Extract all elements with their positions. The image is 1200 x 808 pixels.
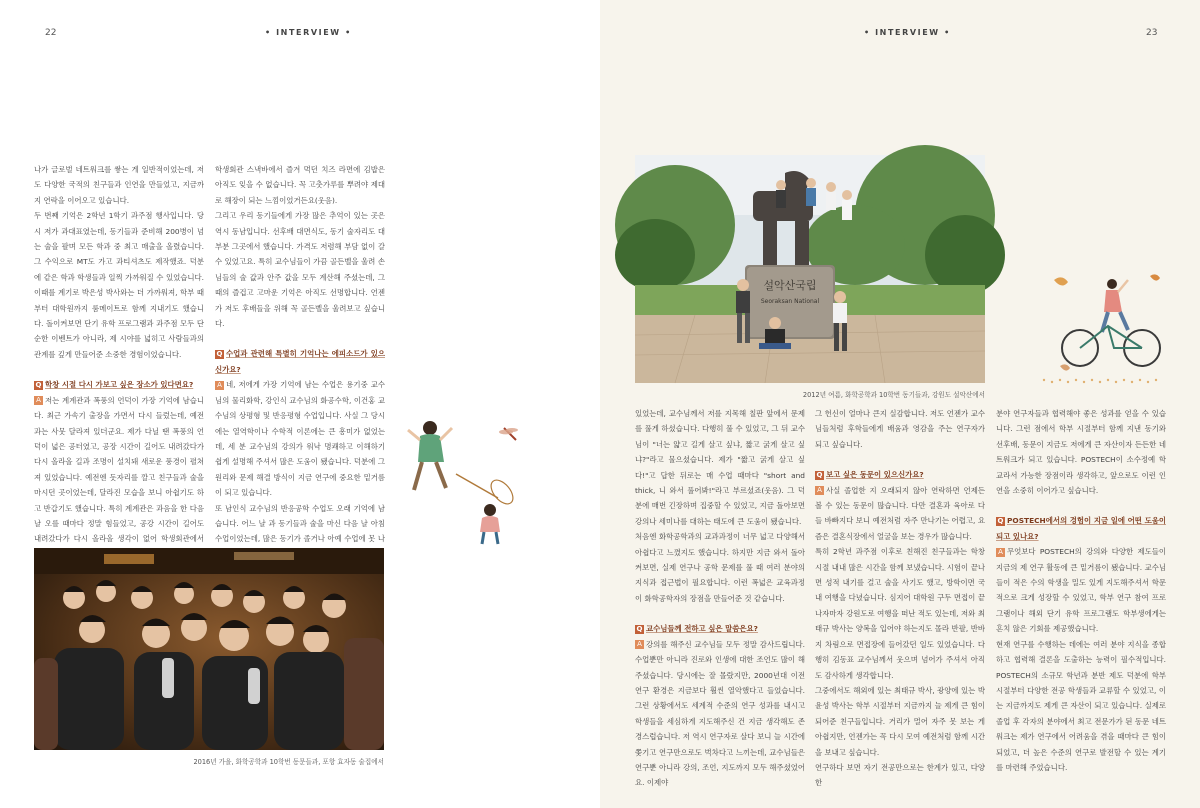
- right-page: [600, 0, 1200, 808]
- dragonfly-icon: [499, 428, 518, 440]
- mountain-photo: [635, 155, 985, 383]
- paragraph: 특히 2학년 과주점 이후로 친해진 친구들과는 학창 시절 내내 많은 시간을 함께 보냈습니다. 시험이 끝나면 성적 내기를 걸고 술을 사기도 했고, 방학이면 국내 여행을 다녔습니다. 심지어 대학원 구두 면접이 끝나자마자 강원도로 여행을 떠난 적도 있는데, 저와 최태규 박사는 양복을 입어야 하는지도 몰라 반팔, 반바지 차림으로 면접장에 들어갔던 일도 있었습니다. 다행히 김동표 교수님께서 웃으며 넘어가 주셔서 아직도 감사하게 생각합니다.: [815, 547, 985, 680]
- running-head: • INTERVIEW •: [864, 28, 951, 37]
- photo-caption: 2012년 여름, 화학공학과 10학번 동기들과, 강원도 설악산에서: [802, 391, 985, 399]
- answer-paragraph: A 사실 졸업한 지 오래되지 않아 연락하면 언제든 볼 수 있는 동문이 많습니다. 다만 결혼과 육아로 다들 바빠지다 보니 예전처럼 자주 만나기는 어렵고, 요즘은 결혼식장에서 얼굴을 보는 경우가 많습니다.: [815, 485, 985, 541]
- paragraph: 학생회관 스낵바에서 즐겨 먹던 치즈 라면에 김밥은 아직도 잊을 수 없습니다. 꼭 고춧가루를 뿌려야 제대로 해장이 되는 느낌이었거든요(웃음).: [215, 165, 385, 205]
- paragraph: 그중에서도 해외에 있는 최태규 박사, 광양에 있는 박윤성 박사는 학부 시절부터 지금까지 늘 제게 큰 힘이 되어준 친구들입니다. 거리가 멀어 자주 못 보는 게 아쉽지만, 언젠가는 꼭 다시 모여 예전처럼 함께 시간을 보내고 싶습니다.: [815, 685, 985, 757]
- paragraph: 연구하다 보면 자기 전공만으로는 한계가 있고, 다양한: [815, 762, 985, 788]
- paragraph: 또 남인식 교수님의 반응공학 수업도 오래 기억에 남습니다. 어느 날 과 동기들과 술을 마신 다음 날 아침 수업이었는데, 많은 동기가 졸거나 아예 수업에 못 나: [215, 503, 385, 544]
- right-column-1: [635, 406, 805, 788]
- bicycle-rider-illustration: [1040, 270, 1170, 390]
- page-number: 23: [1146, 28, 1158, 38]
- q-marker-icon: Q: [35, 380, 42, 389]
- group-photo-image: [34, 548, 384, 750]
- bug-catcher-illustration: [404, 414, 534, 548]
- falling-leaf-icon: [1054, 274, 1160, 370]
- paragraph: 나가 글로벌 네트워크를 쌓는 게 일반적이었는데, 저도 다양한 국적의 친구들과 인연을 만들었고, 지금까지 연락을 이어오고 있습니다.: [34, 165, 204, 205]
- answer-paragraph: A 네, 저에게 가장 기억에 남는 수업은 용기중 교수님의 물리화학, 강인식 교수님의 화공수학, 이건홍 교수님의 상평형 및 반응평형 수업입니다. 사실 그 당시에는 열역학이나 수학적 이론에는 큰 흥미가 없었는데, 세 분 교수님의 강의가 워낙 명쾌하고 이해하기 쉽게 설명해 주셔서 많은 도움이 됐습니다. 덕분에 그 원리와 문제 해결 방식이 지금 연구에 중요한 밑거름이 되고 있습니다.: [215, 380, 385, 498]
- paragraph: 그리고 우리 동기들에게 가장 많은 추억이 있는 곳은 역시 동남입니다. 선후배 대면식도, 동기 술자리도 대부분 그곳에서 했습니다. 가격도 저렴해 부담 없이 갈 수 있었고요. 특히 교수님들이 가끔 골든벨을 울려 손님들의 술 값과 안주 값을 모두 계산해 주셨는데, 그때의 즐겁고 고마운 기억은 아직도 선명합니다. 언젠가 저도 후배들을 위해 꼭 골든벨을 울려보고 싶습니다.: [215, 211, 385, 329]
- question-heading: Q 교수님들께 전하고 싶은 말씀은요?: [636, 624, 758, 634]
- question-heading: Q 학창 시절 다시 가보고 싶은 장소가 있다면요?: [35, 380, 194, 390]
- q-marker-icon: Q: [216, 349, 223, 358]
- question-heading: Q 수업과 관련해 특별히 기억나는 에피소드가 있으신가요?: [215, 349, 385, 374]
- answer-paragraph: A 무엇보다 POSTECH의 강의와 다양한 제도들이 지금의 제 연구 활동에 큰 밑거름이 됐습니다. 교수님들이 적은 수의 학생을 밀도 있게 지도해주셔서 학문적으로 크게 성장할 수 있었고, 학부 연구 참여 프로그램이나 해외 단기 유학 프로그램도 학부생에게는 흔치 않은 기회를 제공했습니다.: [996, 547, 1166, 634]
- answer-paragraph: A 저는 계계관과 폭풍의 언덕이 가장 기억에 남습니다. 최근 가속기 출장을 가면서 다시 들렀는데, 예전과는 사뭇 달라져 있더군요. 제가 다닐 땐 폭풍의 언덕이 넓은 공터였고, 공장 시간이 길어도 내려갔다가 다시 올라올 길과 조명이 설치돼 새로운 풍경이 펼쳐져 있었습니다. 예전엔 돗자리를 깔고 친구들과 술을 마시던 곳이었는데, 달라진 모습을 보니 아쉽기도 하고 반갑기도 했습니다. 특히 계계관은 과음을 한 다음 날 오를 때마다 정말 힘들었고, 공강 시간이 길어도 내려갔다가 다시 올라올 생각이 없어 학생회관에서: [34, 395, 204, 544]
- a-marker-icon: A: [996, 548, 1005, 557]
- paragraph: 있었는데, 교수님께서 저를 지목해 칠판 앞에서 문제를 풀게 하셨습니다. 다행히 풀 수 있었고, 그 뒤 교수님이 "너는 얇고 길게 살고 싶냐, 짧고 굵게 살고 싶냐?"라고 물으셨습니다. 제가 "짧고 굵게 살고 싶다!"고 답한 뒤로는 매 수업 때마다 "short and thick, 니 와서 풀어봐!"라고 부르셨죠(웃음). 그 덕분에 매번 긴장하며 집중할 수 있었고, 지금 돌아보면 강의나 세미나를 대하는 태도에 큰 도움이 됐습니다.: [635, 409, 805, 526]
- paragraph: 두 번째 기억은 2학년 1학기 과주점 행사입니다. 당시 저가 과대표였는데, 동기들과 준비해 200병이 넘는 술을 팔며 모든 학과 중 최고 매출을 올렸습니다. 그 수익으로 MT도 가고 과티셔츠도 제작했죠. 덕분에 같은 학과 학생들과 일찍 가까워질 수 있었습니다. 이때를 계기로 박은성 박사와는 더 가까워져, 학부 때부터 대학원까지 룸메이트로 함께 지내기도 했습니다. 돌이켜보면 단기 유학 프로그램과 과주점 모두 단순한 이벤트가 아니라, 제 시야를 넓히고 사람들과의 관계를 깊게 만들어준 소중한 경험이었습니다.: [34, 211, 204, 359]
- paragraph: 현재 연구를 수행하는 데에는 여러 분야 지식을 종합하고 협력해 결론을 도출하는 능력이 필수적입니다. POSTECH의 소규모 학년과 분반 제도 덕분에 학부 시절부터 다양한 전공 학생들과 교류할 수 있었고, 이는 지금까지도 제게 큰 자산이 되고 있습니다. 실제로 졸업 후 각자의 분야에서 최고 전문가가 된 동문 네트워크는 제가 연구에서 어려움을 겪을 때마다 큰 힘이 되었고, 더 높은 수준의 연구로 발전할 수 있는 계기를 마련해 주었습니다.: [996, 639, 1166, 772]
- question-heading: Q 보고 싶은 동문이 있으신가요?: [816, 470, 924, 480]
- a-marker-icon: A: [815, 486, 824, 495]
- q-marker-icon: Q: [816, 470, 823, 479]
- a-marker-icon: A: [635, 640, 644, 649]
- mountain-photo-image: [635, 155, 985, 383]
- sign-text: 설악산국립: [763, 279, 817, 292]
- group-photo-bar: [34, 548, 384, 750]
- q-marker-icon: Q: [636, 624, 643, 633]
- running-head: • INTERVIEW •: [265, 28, 352, 37]
- left-column-1: [34, 162, 204, 542]
- paragraph: 분야 연구자들과 협력해야 좋은 성과를 얻을 수 있습니다. 그런 점에서 학부 시절부터 함께 지낸 동기와 선후배, 동문이 지금도 저에게 큰 자산이자 든든한 네트워크가 되고 있습니다. POSTECH이 소수정예 학교라서 가능한 장점이라 생각하고, 앞으로도 이런 인연을 소중히 이어가고 싶습니다.: [996, 409, 1166, 496]
- left-column-2: [215, 162, 385, 542]
- paragraph: 그 헌신이 얼마나 큰지 실감합니다. 저도 언젠가 교수님들처럼 후학들에게 배움과 영감을 주는 연구자가 되고 싶습니다.: [815, 409, 985, 449]
- sign-subtext: Seoraksan National: [760, 298, 820, 305]
- q-marker-icon: Q: [997, 516, 1004, 525]
- page-number: 22: [45, 28, 57, 38]
- photo-caption: 2016년 가을, 화학공학과 10학번 동문들과, 포항 효자동 술집에서: [193, 758, 384, 766]
- a-marker-icon: A: [34, 396, 43, 405]
- right-column-2: [815, 406, 985, 788]
- answer-paragraph: A 강의를 해주신 교수님들 모두 정말 감사드립니다. 수업뿐만 아니라 진로와 인생에 대한 조언도 많이 해주셨습니다. 당시에는 잘 몰랐지만, 2000년대 이전 연구 환경은 지금보다 훨씬 열악했다고 들었습니다. 그런 상황에서도 세계적 수준의 연구 성과를 내시고 학생들을 세심하게 지도해주신 건 지금 생각해도 존경스럽습니다. 저 역시 연구자로 살다 보니 늘 시간에 쫓기고 연구만으로도 벅차다고 느끼는데, 교수님들은 연구뿐 아니라 강의, 조언, 지도까지 모두 해주셨었어요. 이제야: [635, 639, 805, 788]
- question-heading: Q POSTECH에서의 경험이 지금 일에 어떤 도움이 되고 있나요?: [996, 516, 1166, 541]
- right-column-3: [996, 406, 1166, 772]
- a-marker-icon: A: [215, 381, 224, 390]
- paragraph: 처음엔 화학공학과의 교과과정이 너무 넓고 다양해서 아쉽다고 느꼈지도 했습니다. 하지만 지금 와서 돌아켜보면, 실제 연구나 공학 문제를 풀 때 여러 분야의 지식과 접근법이 필요합니다. 이런 폭넓은 교육과정이 화학공학자의 장점을 만들어준 것 같습니다.: [635, 532, 805, 603]
